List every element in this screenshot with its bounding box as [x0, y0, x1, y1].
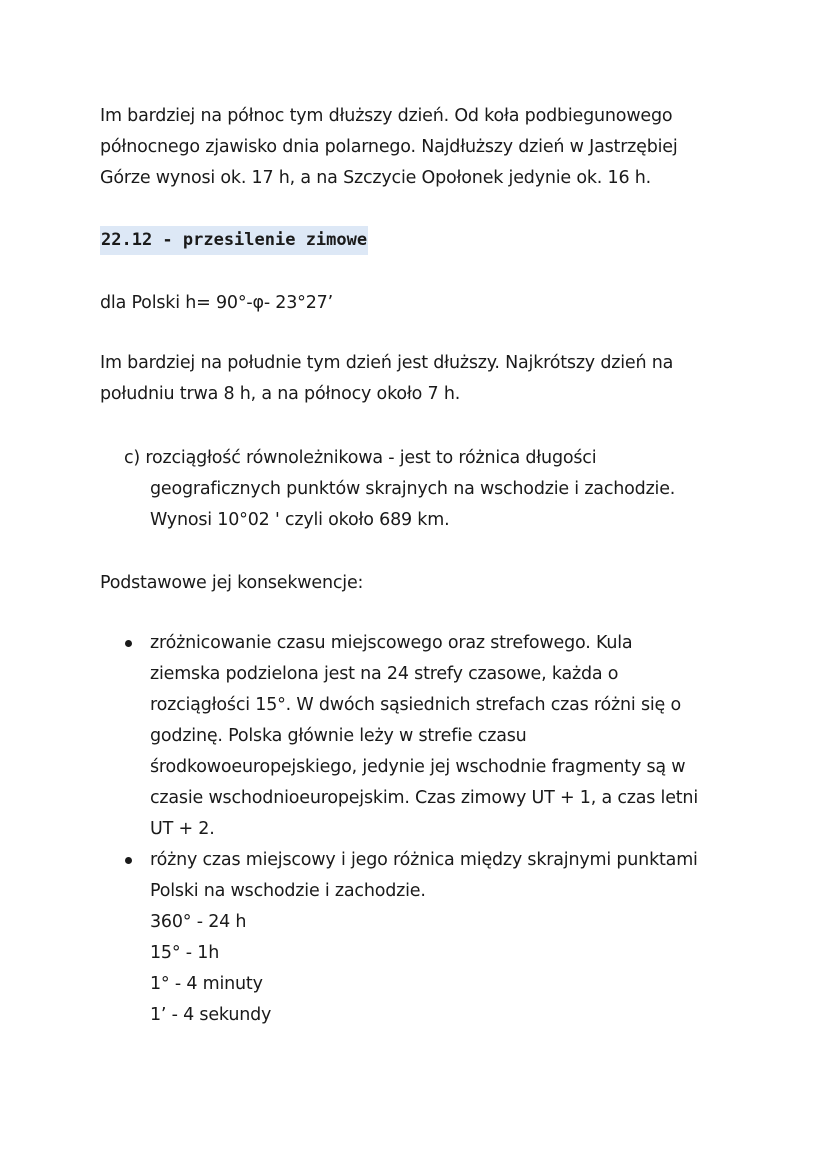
text-line: czasie wschodnioeuropejskim. Czas zimowy UT + 1, a czas letni [150, 788, 698, 808]
text-line: różny czas miejscowy i jego różnica między skrajnymi punktami [150, 850, 698, 870]
text-line: rozciągłości 15°. W dwóch sąsiednich strefach czas różni się o [150, 695, 681, 715]
text-line: 1° - 4 minuty [150, 974, 263, 994]
consequences-heading [100, 568, 740, 599]
text-line: Podstawowe jej konsekwencje: [100, 573, 364, 593]
bullet-icon [125, 640, 132, 647]
text-line: geograficznych punktów skrajnych na wschodzie i zachodzie. [150, 479, 676, 499]
text-line: UT + 2. [150, 819, 215, 839]
text-line: Wynosi 10°02 ' czyli około 689 km. [150, 510, 450, 530]
text-line: 360° - 24 h [150, 912, 247, 932]
solar-height-formula [100, 288, 740, 319]
text-line: zróżnicowanie czasu miejscowego oraz strefowego. Kula [150, 633, 633, 653]
paragraph-shortest-day [100, 348, 740, 410]
paragraph-polar-day [100, 101, 740, 194]
text-line: godzinę. Polska głównie leży w strefie czasu [150, 726, 527, 746]
text-line: Im bardziej na północ tym dłuższy dzień. Od koła podbiegunowego [100, 106, 673, 126]
list-item-latitudinal-extent [124, 443, 764, 536]
list-item [0, 845, 828, 1031]
text-line: Im bardziej na południe tym dzień jest dłuższy. Najkrótszy dzień na [100, 353, 674, 373]
text-line: Polski na wschodzie i zachodzie. [150, 881, 426, 901]
text-line: c) rozciągłość równoleżnikowa - jest to różnica długości [124, 448, 597, 468]
text-line: północnego zjawisko dnia polarnego. Najdłuższy dzień w Jastrzębiej [100, 137, 678, 157]
text-line: Górze wynosi ok. 17 h, a na Szczycie Opołonek jedynie ok. 16 h. [100, 168, 651, 188]
text-line: ziemska podzielona jest na 24 strefy czasowe, każda o [150, 664, 619, 684]
consequences-list [0, 628, 828, 1031]
text-line: dla Polski h= 90°-φ- 23°27’ [100, 293, 333, 313]
section-heading-winter-solstice: 22.12 - przesilenie zimowe [100, 226, 368, 255]
text-line: południu trwa 8 h, a na północy około 7 h. [100, 384, 461, 404]
bullet-icon [125, 857, 132, 864]
list-item [0, 628, 828, 845]
text-line: 15° - 1h [150, 943, 220, 963]
text-line: 1’ - 4 sekundy [150, 1005, 272, 1025]
text-line: środkowoeuropejskiego, jedynie jej wschodnie fragmenty są w [150, 757, 686, 777]
